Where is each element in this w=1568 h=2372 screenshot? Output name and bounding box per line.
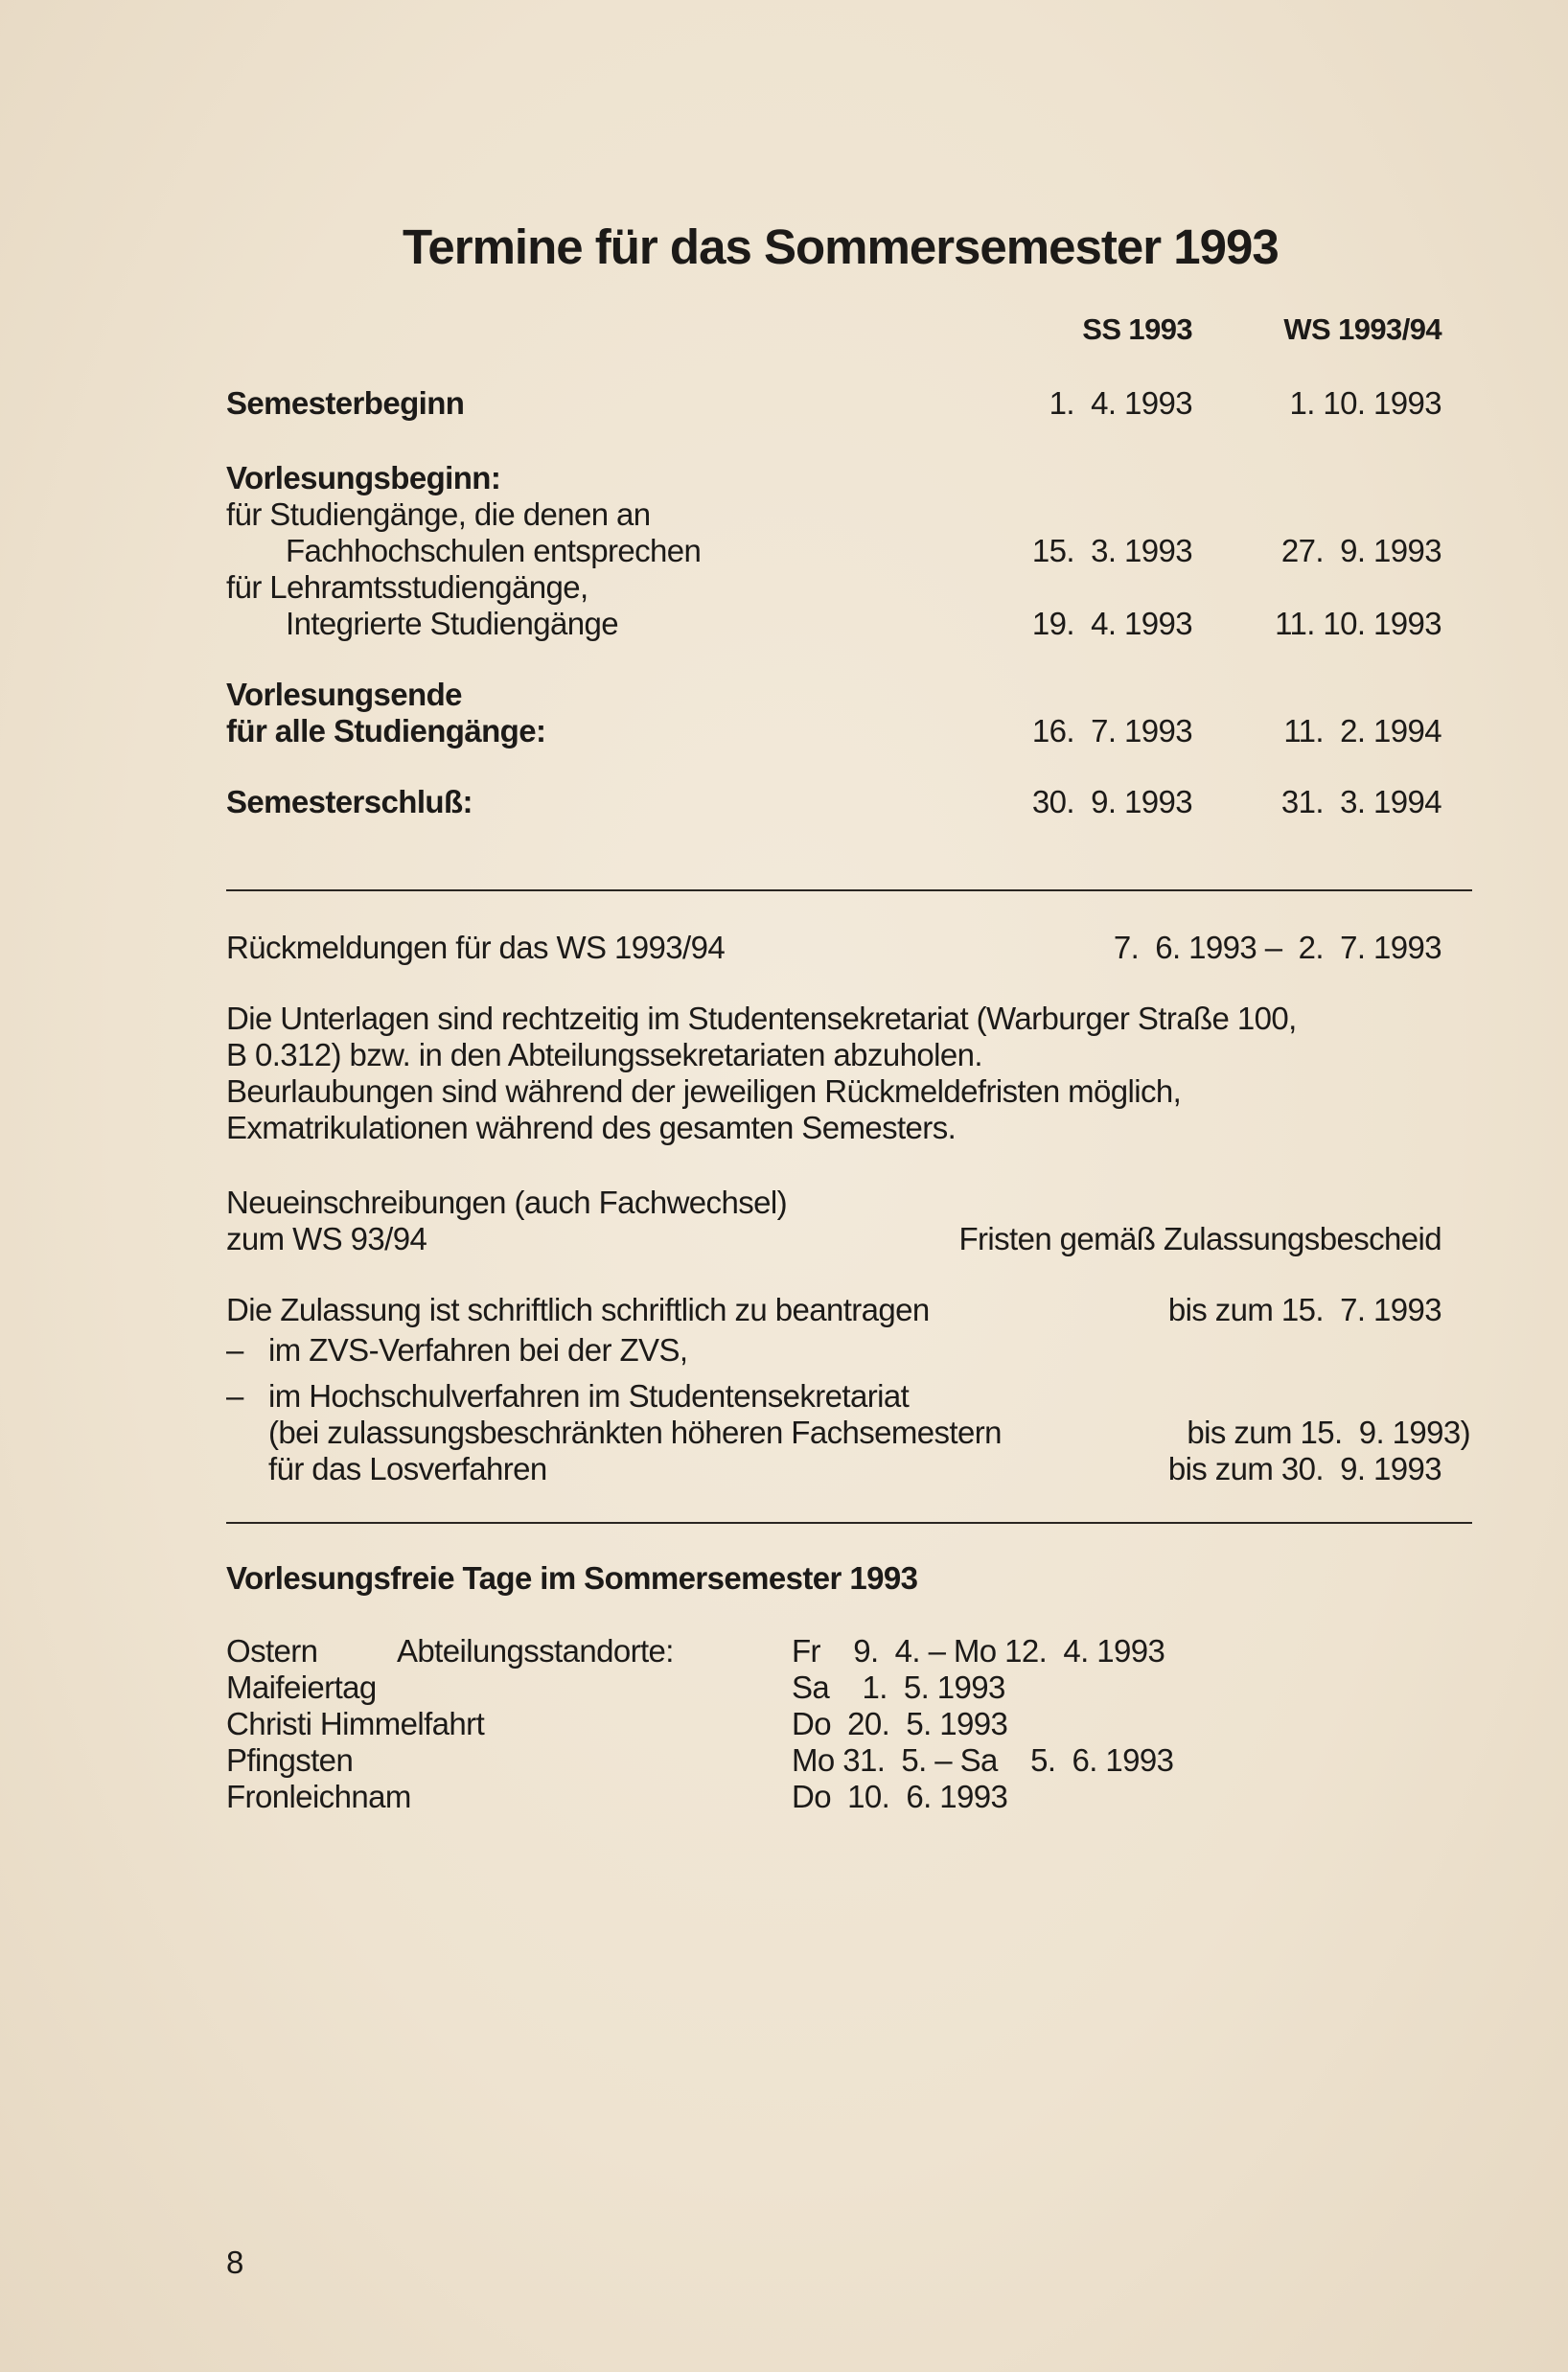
feiertag-ostern-extra: Abteilungsstandorte: [397,1633,674,1669]
neueinschreibung-line1: Neueinschreibungen (auch Fachwechsel) [226,1185,787,1220]
zulassung-date1: bis zum 15. 7. 1993 [1167,1292,1441,1327]
page-title: Termine für das Sommersemester 1993 [403,219,1279,274]
zulassung-line1: Die Zulassung ist schriftlich schriftlich zu beantragen [226,1292,930,1327]
rueckmeldung-label: Rückmeldungen für das WS 1993/94 [226,930,726,965]
column-header-ss: SS 1993 [1082,312,1192,346]
zulassung-item4: für das Losverfahren [268,1451,547,1486]
feiertag-dates-maifeiertag: Sa 1. 5. 1993 [792,1670,1005,1705]
zulassung-dash-2: – [226,1378,243,1414]
rueckmeldung-para-line3: Beurlaubungen sind während der jeweiligen Rückmeldefristen möglich, [226,1073,1182,1109]
feiertag-dates-fronleichnam: Do 10. 6. 1993 [792,1779,1008,1814]
semesterschluss-ws: 31. 3. 1994 [1280,784,1441,819]
feiertag-name-himmelfahrt: Christi Himmelfahrt [226,1706,485,1741]
semesterbeginn-ws: 1. 10. 1993 [1289,385,1441,421]
column-header-ws: WS 1993/94 [1283,312,1441,346]
rueckmeldung-para-line2: B 0.312) bzw. in den Abteilungssekretariaten abzuholen. [226,1037,982,1072]
feiertag-name-pfingsten: Pfingsten [226,1742,354,1778]
zulassung-date2: bis zum 15. 9. 1993) [1187,1415,1470,1450]
semesterbeginn-label: Semesterbeginn [226,385,465,421]
rueckmeldung-para-line1: Die Unterlagen sind rechtzeitig im Studentensekretariat (Warburger Straße 100, [226,1001,1297,1036]
rueckmeldung-dates: 7. 6. 1993 – 2. 7. 1993 [1113,930,1441,965]
feiertag-name-ostern: Ostern [226,1633,318,1669]
vorlesungsende-line2: für alle Studiengänge: [226,713,546,748]
feiertag-dates-pfingsten: Mo 31. 5. – Sa 5. 6. 1993 [792,1742,1174,1778]
zulassung-dash-1: – [226,1332,243,1368]
page-number: 8 [226,2245,244,2280]
feiertag-dates-himmelfahrt: Do 20. 5. 1993 [792,1706,1008,1741]
feiertag-name-maifeiertag: Maifeiertag [226,1670,377,1705]
semesterbeginn-ss: 1. 4. 1993 [1049,385,1192,421]
vorlesungsbeginn-la-line1: für Lehramtsstudiengänge, [226,569,588,605]
vorlesungsbeginn-la-ss: 19. 4. 1993 [1031,606,1192,641]
vorlesungsbeginn-fh-line2: Fachhochschulen entsprechen [286,533,702,568]
zulassung-item2: im Hochschulverfahren im Studentensekretariat [268,1378,910,1414]
feiertag-name-fronleichnam: Fronleichnam [226,1779,411,1814]
vorlesungsende-ws: 11. 2. 1994 [1283,713,1441,748]
vorlesungsbeginn-heading: Vorlesungsbeginn: [226,460,501,495]
vorlesungsbeginn-fh-line1: für Studiengänge, die denen an [226,496,651,532]
rueckmeldung-para-line4: Exmatrikulationen während des gesamten Semesters. [226,1110,957,1145]
zulassung-item3: (bei zulassungsbeschränkten höheren Fachsemestern [268,1415,1002,1450]
divider-2 [226,1522,1472,1524]
feiertage-heading: Vorlesungsfreie Tage im Sommersemester 1993 [226,1560,918,1596]
vorlesungsende-line1: Vorlesungsende [226,677,462,712]
zulassung-item1: im ZVS-Verfahren bei der ZVS, [268,1332,688,1368]
vorlesungsbeginn-fh-ws: 27. 9. 1993 [1280,533,1441,568]
vorlesungsbeginn-la-line2: Integrierte Studiengänge [286,606,619,641]
divider-1 [226,889,1472,891]
vorlesungsende-ss: 16. 7. 1993 [1031,713,1192,748]
neueinschreibung-fristen: Fristen gemäß Zulassungsbescheid [958,1221,1441,1256]
semesterschluss-ss: 30. 9. 1993 [1031,784,1192,819]
zulassung-date3: bis zum 30. 9. 1993 [1167,1451,1441,1486]
semesterschluss-label: Semesterschluß: [226,784,473,819]
neueinschreibung-line2: zum WS 93/94 [226,1221,427,1256]
feiertag-dates-ostern: Fr 9. 4. – Mo 12. 4. 1993 [792,1633,1165,1669]
vorlesungsbeginn-la-ws: 11. 10. 1993 [1275,606,1441,641]
vorlesungsbeginn-fh-ss: 15. 3. 1993 [1031,533,1192,568]
